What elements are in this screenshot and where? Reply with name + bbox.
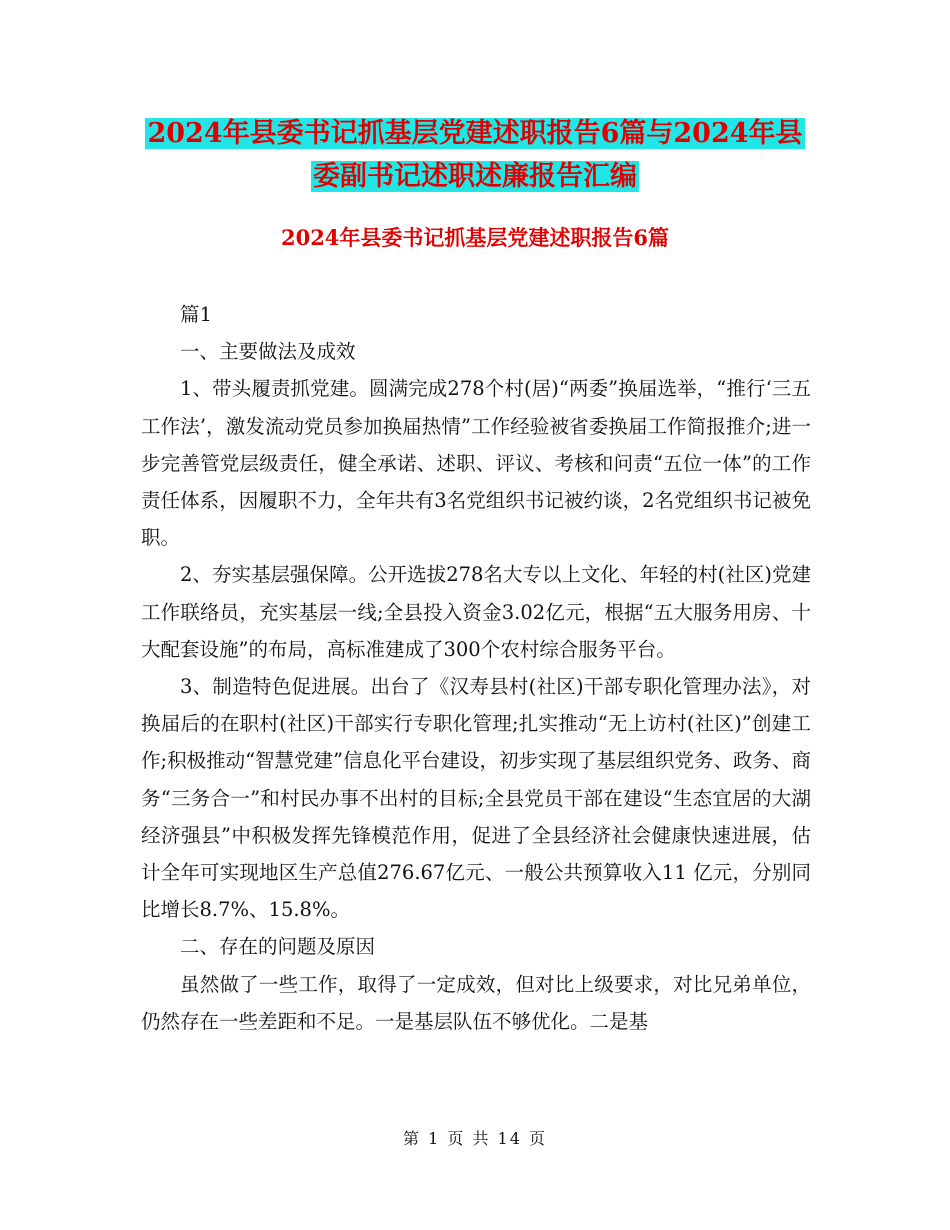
document-title [0,112,950,198]
part-label: 篇1 [180,303,212,326]
paragraph: 3、制造特色促进展。出台了《汉寿县村(社区)干部专职化管理办法》，对换届后的在职村(社区)干部实行专职化管理;扎实推动“无上访村(社区)”创建工作;积极推动“智慧党建”信息化平台建设，初步实现了基层组织党务、政务、商务“三务合一”和村民办事不出村的目标;全县党员干部在建设“生态宜居的大湖经济强县”中积极发挥先锋模范作用，促进了全县经济社会健康快速进展，估计全年可实现地区生产总值276.67亿元、一般公共预算收入11 亿元，分别同比增长8.7%、15.8%。 [141,675,812,922]
title-line-2: 委副书记述职述廉报告汇编 [313,161,637,192]
document-body [141,296,811,1040]
paragraph: 1、带头履责抓党建。圆满完成278个村(居)“两委”换届选举，“推行‘三五工作法’，激发流动党员参加换届热情”工作经验被省委换届工作简报推介;进一步完善管党层级责任，健全承诺、述职、评议、考核和问责“五位一体”的工作责任体系，因履职不力，全年共有3名党组织书记被约谈，2名党组织书记被免职。 [141,377,811,550]
paragraph: 2、夯实基层强保障。公开选拔278名大专以上文化、年轻的村(社区)党建工作联络员，充实基层一线;全县投入资金3.02亿元，根据“五大服务用房、十大配套设施”的布局，高标准建成了300个农村综合服务平台。 [141,563,811,661]
section-heading-practices: 一、主要做法及成效 [180,340,356,364]
page-footer: 第 1 页 共 14 页 [403,1129,547,1148]
section-heading-problems: 二、存在的问题及原因 [180,935,376,959]
section-heading: 2024年县委书记抓基层党建述职报告6篇 [280,225,670,250]
paragraph: 虽然做了一些工作，取得了一定成效，但对比上级要求，对比兄弟单位，仍然存在一些差距和不足。一是基层队伍不够优化。二是基 [141,972,811,1033]
title-line-1: 2024年县委书记抓基层党建述职报告6篇与2024年县 [147,118,803,149]
